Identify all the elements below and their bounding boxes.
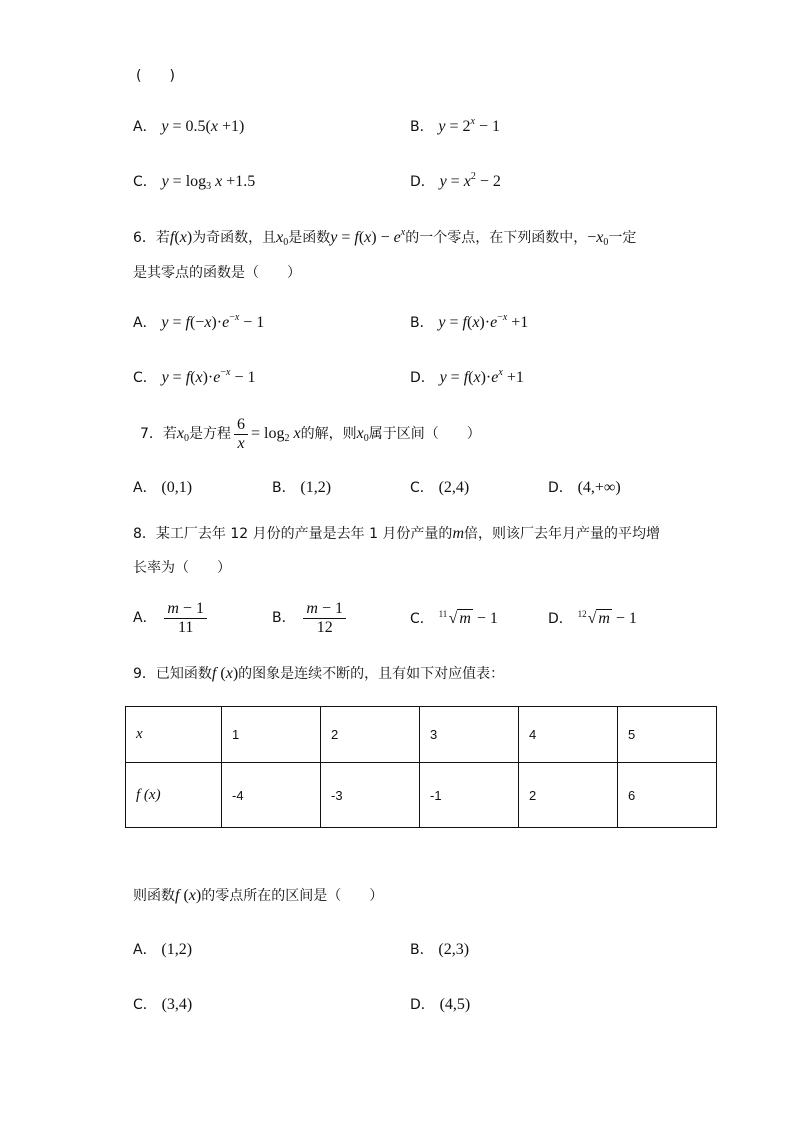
stem-text: 是方程 xyxy=(189,426,232,442)
option-label: C． xyxy=(133,370,157,386)
option-label: D． xyxy=(410,174,435,190)
table-cell: -4 xyxy=(222,763,321,828)
formula: y = 0.5(x +1) xyxy=(161,118,245,135)
table-row xyxy=(126,763,717,828)
stem-text: 的一个零点，在下列函数中， xyxy=(405,230,588,246)
option-c xyxy=(133,994,192,1015)
formula: 12 √ m − 1 xyxy=(577,609,637,627)
option-a xyxy=(133,598,210,637)
option-label: B． xyxy=(410,315,434,331)
option-label: A． xyxy=(133,610,157,626)
question-number: 6．若 xyxy=(133,230,170,246)
option-b xyxy=(410,116,500,137)
table-cell: 5 xyxy=(618,707,717,763)
formula: $y = f(x)\cdot e^{-x} - 1$ xyxy=(161,367,256,386)
fraction: $\frac{m - 1}{11}$ xyxy=(164,600,207,637)
formula: (2,3) xyxy=(438,941,470,958)
stem-text: 的图象是连续不断的，且有如下对应值表： xyxy=(238,666,505,682)
fraction: $\frac{6}{x}$ xyxy=(234,416,248,453)
option-d xyxy=(410,994,470,1015)
stem-text: 的解，则 xyxy=(300,426,357,442)
stem-text: 倍，则该厂去年月产量的平均增 xyxy=(464,526,660,542)
option-a xyxy=(133,312,264,333)
formula: $y = 2^x - 1$ xyxy=(438,116,501,135)
table-header-cell: f (x) xyxy=(126,763,222,828)
fraction: $\frac{m - 1}{12}$ xyxy=(303,600,346,637)
option-label: D． xyxy=(410,997,435,1013)
question-6-stem: 6．若f(x)为奇函数，且$x_0$是函数$y = f(x) - e^x$的一个零点，在下列函数中，$-x_0$一定 xyxy=(133,227,637,248)
table-header-cell: x xyxy=(126,707,222,763)
table-cell: 2 xyxy=(519,763,618,828)
option-label: A． xyxy=(133,942,157,958)
option-a xyxy=(133,939,192,960)
question-number: 7．若 xyxy=(140,426,177,442)
table-cell: 6 xyxy=(618,763,717,828)
option-c xyxy=(410,608,498,629)
table-cell: 1 xyxy=(222,707,321,763)
option-label: D． xyxy=(548,480,573,496)
option-label: B． xyxy=(272,480,296,496)
option-d xyxy=(410,171,501,192)
option-label: C． xyxy=(133,997,157,1013)
value-table xyxy=(125,706,717,828)
question-8-stem: 8．某工厂去年 12 月份的产量是去年 1 月份产量的m倍，则该厂去年月产量的平均增 xyxy=(133,525,660,542)
stem-text: 8．某工厂去年 12 月份的产量是去年 1 月份产量的 xyxy=(133,526,453,542)
formula: $y = f(-x)\cdot e^{-x} - 1$ xyxy=(161,312,265,331)
formula: $y = x^2 - 2$ xyxy=(439,171,501,190)
stem-text: 属于区间（ ） xyxy=(368,426,481,442)
table-cell: 3 xyxy=(420,707,519,763)
option-a xyxy=(133,477,192,498)
option-b xyxy=(272,477,331,498)
formula: $y = f(x)\cdot e^{-x} +1$ xyxy=(438,312,529,331)
table-row xyxy=(126,707,717,763)
option-c xyxy=(133,171,255,192)
stem-text: 为奇函数，且 xyxy=(192,230,277,246)
question-9-stem: 9．已知函数f (x)的图象是连续不断的，且有如下对应值表： xyxy=(133,665,505,682)
option-label: B． xyxy=(410,942,434,958)
option-label: C． xyxy=(410,480,434,496)
table-cell: 4 xyxy=(519,707,618,763)
formula: (1,2) xyxy=(300,479,332,496)
table-cell: 2 xyxy=(321,707,420,763)
option-label: B． xyxy=(410,119,434,135)
option-d xyxy=(410,367,524,388)
question-8-stem-line2: 长率为（ ） xyxy=(133,560,231,576)
question-answer-blank: ( ) xyxy=(136,68,175,84)
formula: (0,1) xyxy=(161,479,193,496)
question-9-followup: 则函数f (x)的零点所在的区间是（ ） xyxy=(133,887,384,904)
formula: (1,2) xyxy=(161,941,193,958)
option-c xyxy=(410,477,469,498)
option-label: A． xyxy=(133,119,157,135)
formula: $y = f(x)\cdot e^x +1$ xyxy=(439,367,524,386)
option-b xyxy=(410,939,469,960)
option-d xyxy=(548,477,621,498)
option-label: A． xyxy=(133,315,157,331)
option-b xyxy=(410,312,528,333)
option-c xyxy=(133,367,255,388)
stem-text: 则函数 xyxy=(133,888,175,904)
stem-text: 是函数 xyxy=(288,230,331,246)
stem-text: 9．已知函数 xyxy=(133,666,212,682)
formula: $y = \log_3 x +1.5$ xyxy=(161,173,256,192)
option-d xyxy=(548,608,637,629)
question-7-stem: 7．若$x_0$是方程 $\frac{6}{x}$ = $\log_2 x$的解，则$x_0$属于区间（ ） xyxy=(140,415,481,452)
option-label: A． xyxy=(133,480,157,496)
option-label: B． xyxy=(272,610,296,626)
option-label: C． xyxy=(410,611,434,627)
formula: 11 √ m − 1 xyxy=(438,609,498,627)
option-a xyxy=(133,116,244,137)
table-cell: -3 xyxy=(321,763,420,828)
stem-text: 一定 xyxy=(608,230,637,246)
question-6-stem-line2: 是其零点的函数是（ ） xyxy=(133,265,301,281)
stem-text: 的零点所在的区间是（ ） xyxy=(201,888,384,904)
option-b xyxy=(272,598,349,637)
formula: (4,5) xyxy=(439,996,471,1013)
option-label: D． xyxy=(410,370,435,386)
formula: (3,4) xyxy=(161,996,193,1013)
option-label: C． xyxy=(133,174,157,190)
formula: (4,+∞) xyxy=(577,479,621,496)
option-label: D． xyxy=(548,611,573,627)
table-cell: -1 xyxy=(420,763,519,828)
formula: (2,4) xyxy=(438,479,470,496)
